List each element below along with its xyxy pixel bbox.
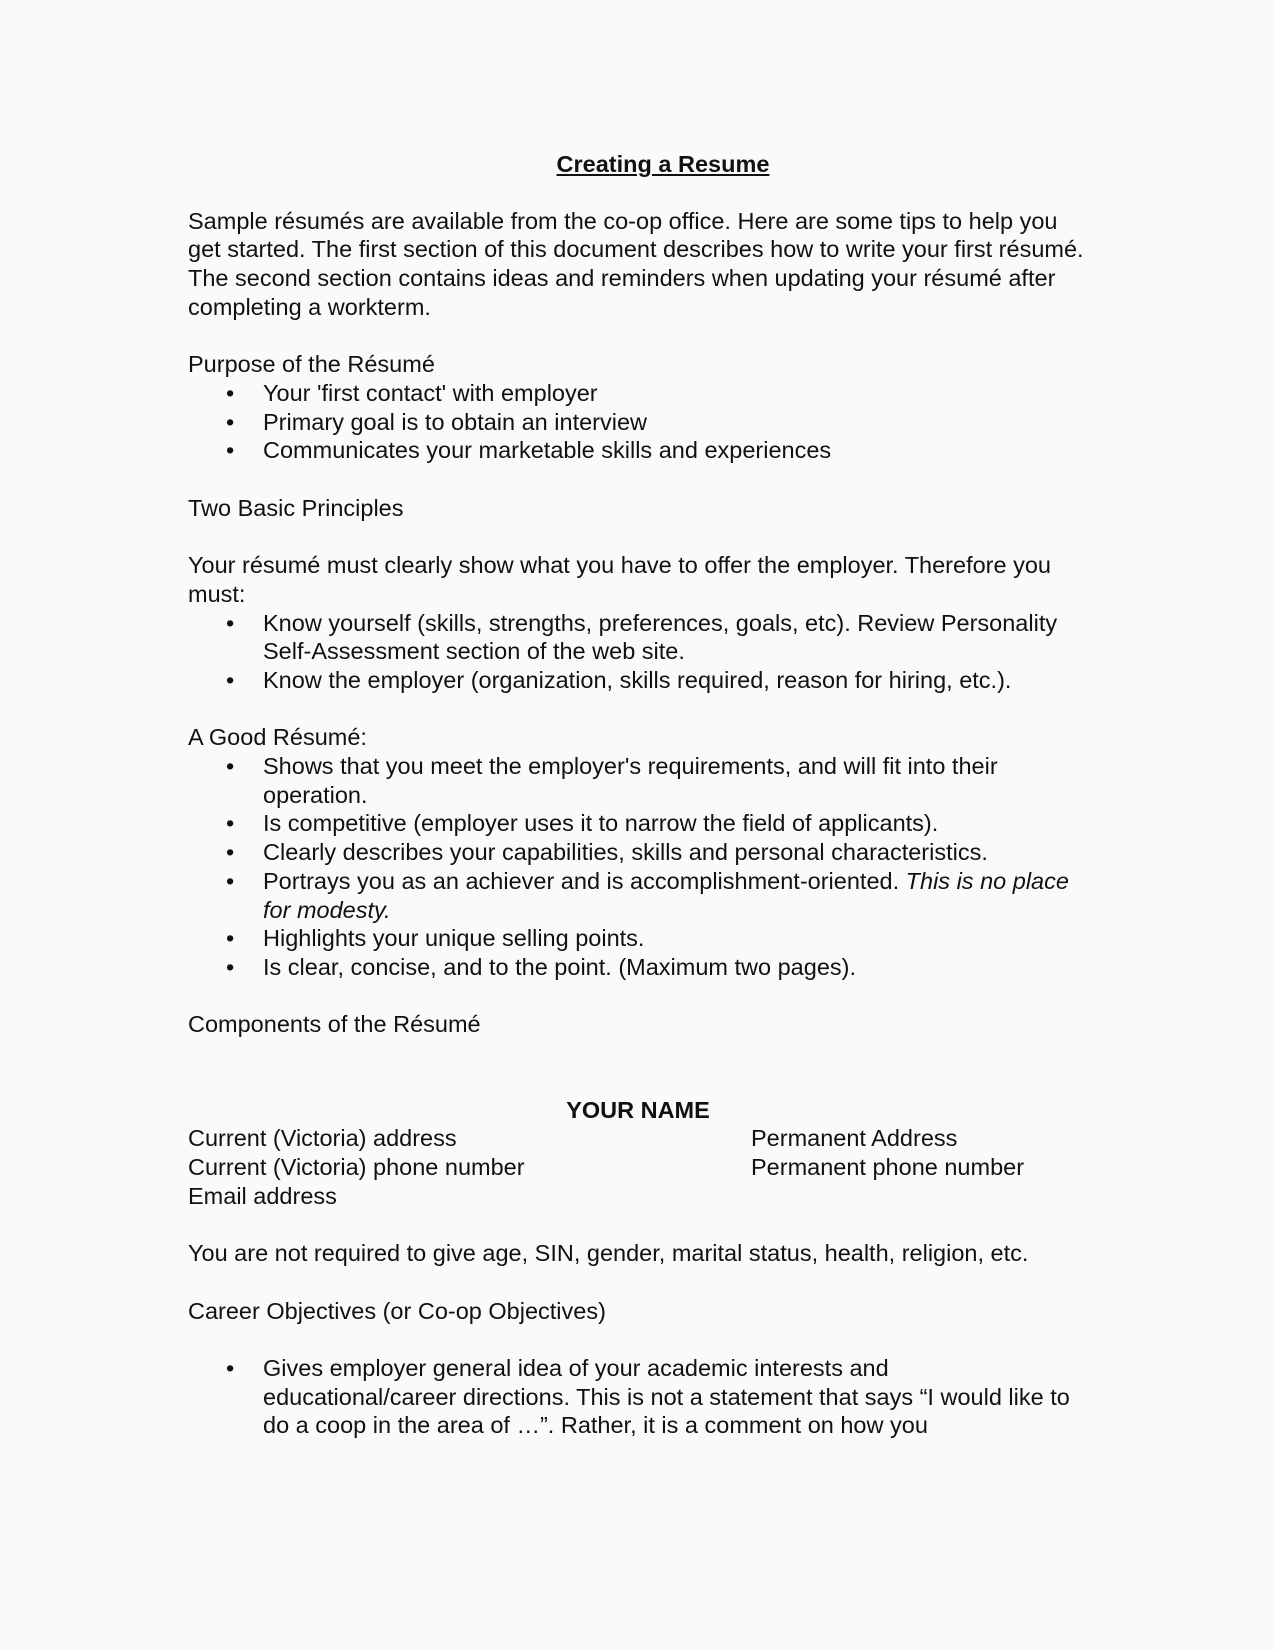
- bullet-icon: •: [226, 1354, 235, 1381]
- permanent-address-label: Permanent Address: [751, 1125, 958, 1152]
- address-left-column: [188, 1124, 751, 1210]
- bullet-icon: •: [226, 810, 235, 837]
- good-resume-heading: A Good Résumé:: [188, 724, 367, 751]
- principles-intro: Your résumé must clearly show what you have to offer the employer. Therefore you must:: [188, 552, 1051, 607]
- bullet-icon: •: [226, 839, 235, 866]
- intro-paragraph: Sample résumés are available from the co-op office. Here are some tips to help you get started. The first section of this document describes how to write your first résumé. The second section contains ideas and reminders when updating your résumé after completing a workterm.: [188, 207, 1084, 320]
- list-item: • Clearly describes your capabilities, skills and personal characteristics.: [226, 839, 988, 866]
- list-item: • Know the employer (organization, skills required, reason for hiring, etc.).: [226, 666, 1012, 693]
- bullet-icon: •: [226, 609, 235, 636]
- list-item: • Communicates your marketable skills and experiences: [226, 437, 832, 464]
- current-phone-label: Current (Victoria) phone number: [188, 1154, 525, 1181]
- good-resume-list: [188, 752, 1088, 982]
- principles-heading: Two Basic Principles: [188, 494, 404, 521]
- career-list: [188, 1354, 1088, 1440]
- address-block: [188, 1124, 1088, 1210]
- list-item: • Primary goal is to obtain an interview: [226, 408, 648, 435]
- career-heading: Career Objectives (or Co-op Objectives): [188, 1297, 606, 1324]
- italic-emphasis: This is no place for modesty.: [263, 867, 1069, 923]
- list-item: • Is clear, concise, and to the point. (Maximum two pages).: [226, 953, 856, 980]
- principles-list: [188, 609, 1088, 695]
- list-item: • Gives employer general idea of your academic interests and educational/career directions. This is not a statement that says “I would like to do a coop in the area of …”. Rather, it is a comment on how you: [226, 1354, 1070, 1439]
- document-content: [188, 150, 1088, 1440]
- not-required-note: You are not required to give age, SIN, gender, marital status, health, religion, etc.: [188, 1240, 1029, 1267]
- bullet-icon: •: [226, 437, 235, 464]
- list-item: • Portrays you as an achiever and is accomplishment-oriented. This is no place for modesty.: [226, 867, 1069, 923]
- current-address-label: Current (Victoria) address: [188, 1125, 457, 1152]
- purpose-heading: Purpose of the Résumé: [188, 351, 435, 378]
- list-item: • Know yourself (skills, strengths, preferences, goals, etc). Review Personality Self-Assessment section of the web site.: [226, 609, 1058, 665]
- purpose-list: [188, 379, 1088, 465]
- list-item: • Highlights your unique selling points.: [226, 925, 645, 952]
- bullet-icon: •: [226, 666, 235, 693]
- bullet-icon: •: [226, 867, 235, 894]
- bullet-icon: •: [226, 379, 235, 406]
- list-item: • Your 'first contact' with employer: [226, 379, 598, 406]
- list-item: • Is competitive (employer uses it to narrow the field of applicants).: [226, 810, 939, 837]
- components-heading: Components of the Résumé: [188, 1011, 481, 1038]
- bullet-icon: •: [226, 953, 235, 980]
- bullet-icon: •: [226, 408, 235, 435]
- list-item: • Shows that you meet the employer's requirements, and will fit into their operation.: [226, 753, 998, 808]
- bullet-icon: •: [226, 925, 235, 952]
- email-address-label: Email address: [188, 1182, 337, 1209]
- permanent-phone-label: Permanent phone number: [751, 1154, 1025, 1181]
- address-right-column: [751, 1124, 1088, 1210]
- bullet-icon: •: [226, 753, 235, 779]
- page-title: Creating a Resume: [556, 151, 770, 177]
- your-name-heading: YOUR NAME: [566, 1096, 710, 1123]
